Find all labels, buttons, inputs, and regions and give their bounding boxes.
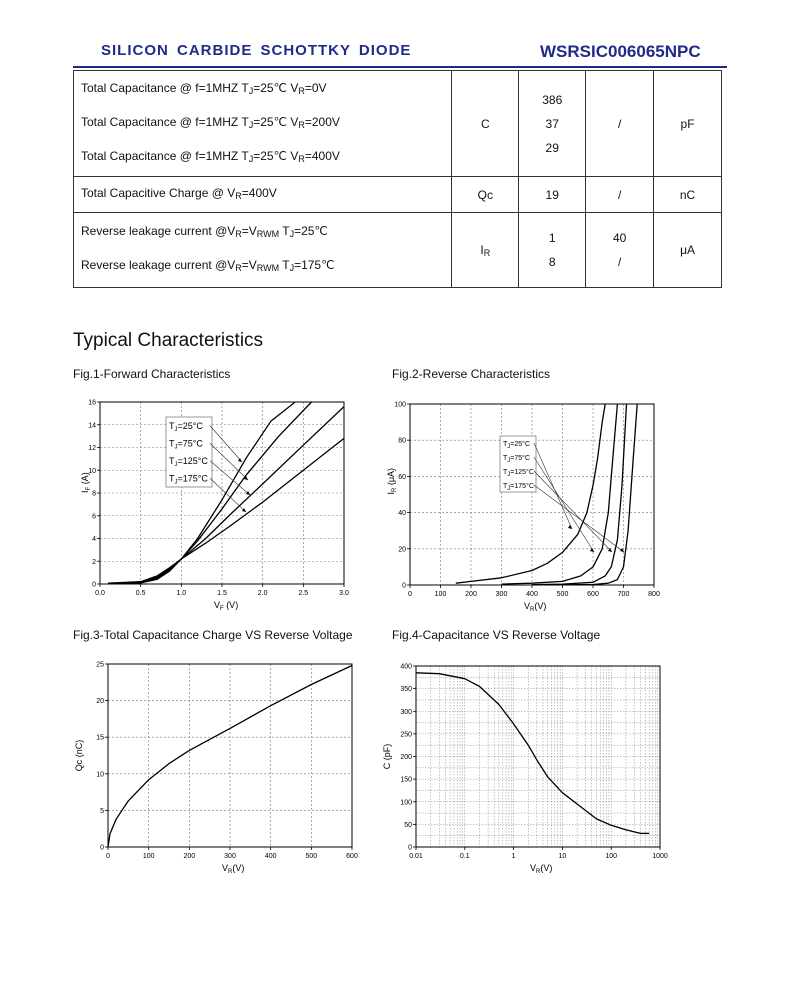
x-tick-label: 300	[495, 591, 508, 598]
y-tick-label: 200	[400, 754, 412, 761]
x-tick-label: 0	[408, 591, 412, 598]
x-tick-label: 0.5	[135, 590, 146, 597]
y-tick-label: 250	[400, 731, 412, 739]
y-tick-label: 10	[88, 467, 96, 475]
fig1-chart	[70, 392, 360, 614]
x-tick-label: 200	[183, 853, 196, 860]
fig1-caption: Fig.1-Forward Characteristics	[73, 367, 231, 381]
legend-entry: $T_J=25^\circ C$	[169, 420, 203, 433]
typ-value: 37	[545, 116, 559, 131]
x-tick-label: 100	[434, 591, 447, 598]
y-tick-label: 16	[88, 399, 96, 407]
x-tick-label: 300	[224, 853, 236, 860]
legend-arrow	[534, 485, 624, 552]
table-row-charge	[74, 177, 722, 213]
y-tick-label: 100	[394, 401, 406, 409]
x-axis-label: $V_R(V)$	[530, 863, 553, 875]
y-tick-label: 300	[400, 708, 412, 716]
legend-entry: TJ=175°C	[503, 483, 534, 492]
x-tick-label: 400	[264, 853, 277, 860]
y-tick-label: 10	[96, 771, 104, 779]
fig4-chart	[372, 656, 670, 876]
series-line	[502, 404, 618, 584]
symbol-cell: C	[452, 71, 519, 177]
y-tick-label: 350	[400, 686, 412, 694]
x-tick-label: 1000	[652, 853, 668, 860]
x-tick-label: 2.0	[257, 590, 268, 597]
legend-arrow	[210, 443, 248, 480]
x-tick-label: 0.1	[459, 853, 470, 860]
x-tick-label: 1.5	[217, 590, 227, 597]
series-line	[108, 407, 344, 584]
fig3-caption: Fig.3-Total Capacitance Charge VS Reverse Voltage	[73, 628, 353, 642]
series-line	[563, 404, 638, 585]
fig4-caption: Fig.4-Capacitance VS Reverse Voltage	[392, 628, 601, 642]
plot-frame	[108, 664, 352, 847]
param-line: Total Capacitance @ f=1MHZ $T_J=25℃$ $V_R=400V$	[81, 148, 340, 164]
x-tick-label: 600	[587, 591, 599, 598]
legend-entry: TJ=75°C	[503, 455, 531, 464]
header-rule	[73, 66, 727, 68]
max-cell: /	[586, 177, 654, 213]
typ-value: 29	[545, 140, 559, 155]
max-cell: /	[586, 71, 654, 177]
y-axis-label: Qc (nC)	[74, 739, 84, 772]
max-value: 40	[612, 231, 627, 245]
y-tick-label: 100	[400, 799, 412, 807]
y-axis-label: $I_R$ (μA)	[386, 467, 398, 495]
unit-cell: μA	[654, 213, 722, 288]
y-tick-label: 0	[100, 844, 104, 852]
y-tick-label: 25	[96, 661, 104, 669]
x-tick-label: 100	[142, 853, 155, 860]
table-row-capacitance	[74, 71, 722, 177]
fig2-caption: Fig.2-Reverse Characteristics	[392, 367, 551, 381]
y-tick-label: 15	[96, 734, 104, 742]
y-tick-label: 6	[92, 513, 96, 521]
legend-arrow	[534, 443, 572, 529]
x-tick-label: 400	[526, 591, 538, 598]
typ-value: 8	[548, 255, 556, 269]
max-cell	[586, 213, 654, 288]
x-tick-label: 200	[465, 591, 477, 598]
x-axis-label: $V_F$ (V)	[214, 600, 239, 612]
x-tick-label: 0.01	[409, 853, 423, 860]
spec-table	[73, 70, 722, 288]
x-tick-label: 2.5	[298, 590, 309, 597]
x-tick-label: 600	[346, 853, 358, 860]
legend-entry: TJ=125°C	[503, 469, 534, 478]
typ-cell	[519, 71, 586, 177]
param-line: Total Capacitive Charge @ $V_R=400V$	[81, 185, 277, 201]
y-tick-label: 0	[92, 581, 96, 589]
x-tick-label: 3.0	[339, 590, 349, 597]
legend-arrow	[534, 457, 594, 552]
x-tick-label: 800	[648, 591, 660, 598]
x-tick-label: 500	[556, 591, 569, 598]
x-axis-label: $V_R(V)$	[222, 863, 245, 875]
legend-entry: $T_J=175^\circ C$	[169, 473, 208, 486]
y-tick-label: 80	[398, 437, 406, 445]
x-tick-label: 100	[605, 853, 618, 860]
series-line	[416, 673, 649, 834]
param-cell	[74, 71, 452, 177]
legend-entry: $T_J=125^\circ C$	[169, 455, 208, 468]
y-tick-label: 50	[404, 821, 412, 829]
y-tick-label: 400	[400, 663, 412, 671]
symbol-cell: Qc	[452, 177, 519, 213]
param-line: Total Capacitance @ f=1MHZ $T_J=25℃$ $V_R=0V$	[81, 80, 327, 96]
param-cell	[74, 177, 452, 213]
legend-entry: TJ=25°C	[503, 441, 531, 450]
y-tick-label: 20	[398, 546, 406, 554]
x-tick-label: 0	[106, 853, 110, 860]
y-tick-label: 0	[408, 844, 412, 852]
y-tick-label: 5	[100, 807, 104, 815]
legend-arrow	[210, 426, 242, 462]
y-tick-label: 0	[402, 582, 406, 590]
part-number: WSRSIC006065NPC	[540, 42, 701, 61]
y-tick-label: 150	[400, 776, 412, 784]
y-tick-label: 4	[92, 536, 96, 543]
y-tick-label: 14	[88, 422, 96, 430]
y-tick-label: 20	[96, 698, 104, 706]
typ-value: 1	[548, 231, 556, 245]
x-tick-label: 1.0	[176, 590, 187, 597]
y-tick-label: 12	[88, 445, 96, 452]
y-axis-label: $I_F$ (A)	[80, 472, 92, 493]
param-cell	[74, 213, 452, 288]
typ-cell	[519, 213, 586, 288]
document-title: SILICON CARBIDE SCHOTTKY DIODE	[101, 42, 412, 59]
x-tick-label: 0.0	[95, 590, 105, 597]
y-tick-label: 40	[398, 510, 406, 518]
x-tick-label: 500	[305, 853, 318, 860]
legend-entry: $T_J=75^\circ C$	[169, 438, 203, 451]
fig2-chart	[372, 392, 670, 614]
table-row-leakage	[74, 213, 722, 288]
section-title: Typical Characteristics	[73, 330, 264, 351]
unit-cell: nC	[654, 177, 722, 213]
symbol-cell: $I_R$	[452, 213, 519, 288]
series-line	[456, 404, 605, 583]
param-line: Reverse leakage current $@V_R=V_{RWM}$ $T_J=25℃$	[81, 224, 328, 239]
x-tick-label: 1	[511, 853, 516, 860]
param-line: Total Capacitance @ f=1MHZ $T_J=25℃$ $V_R=200V$	[81, 114, 340, 130]
y-tick-label: 60	[398, 473, 406, 481]
typ-value: 386	[542, 92, 563, 107]
y-axis-label: C (pF)	[382, 743, 392, 770]
x-tick-label: 700	[617, 591, 630, 598]
x-axis-label: $V_R(V)$	[524, 601, 547, 613]
typ-cell: 19	[519, 177, 586, 213]
x-tick-label: 10	[558, 853, 567, 860]
y-tick-label: 8	[92, 490, 96, 498]
fig3-chart	[70, 656, 366, 876]
max-value: /	[617, 255, 622, 269]
unit-cell: pF	[654, 71, 722, 177]
y-tick-label: 2	[92, 558, 96, 566]
param-line: Reverse leakage current $@V_R=V_{RWM}$ $T_J=175℃$	[81, 258, 335, 273]
